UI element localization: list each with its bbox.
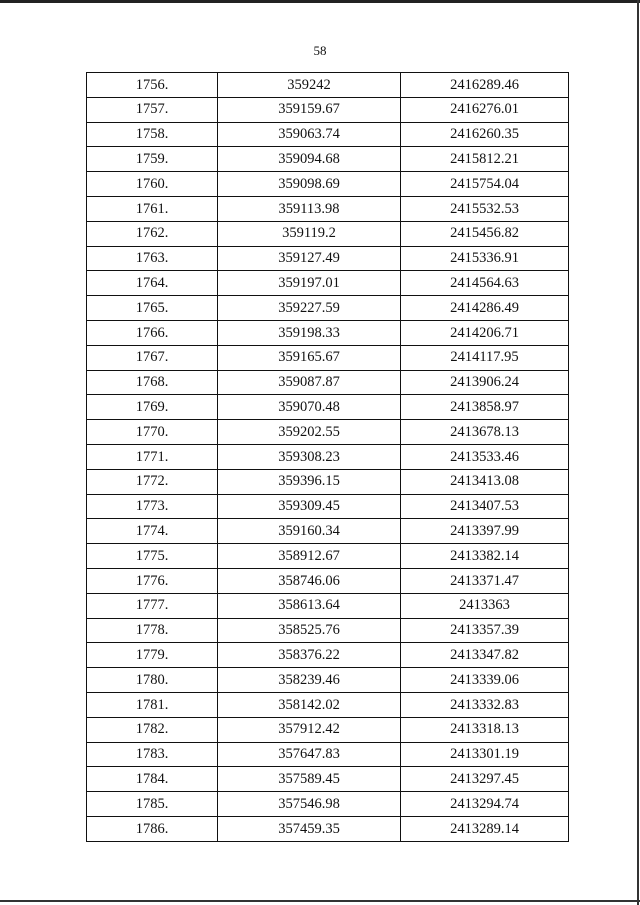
y-coordinate-cell: 2415336.91 xyxy=(401,246,569,271)
point-number-cell: 1765. xyxy=(87,296,218,321)
point-number-cell: 1756. xyxy=(87,73,218,98)
y-coordinate-cell: 2415456.82 xyxy=(401,221,569,246)
y-coordinate-cell: 2413858.97 xyxy=(401,395,569,420)
y-coordinate-cell: 2415754.04 xyxy=(401,172,569,197)
x-coordinate-cell: 359070.48 xyxy=(218,395,401,420)
x-coordinate-cell: 357546.98 xyxy=(218,792,401,817)
x-coordinate-cell: 359113.98 xyxy=(218,196,401,221)
table-row xyxy=(87,519,569,544)
point-number-cell: 1781. xyxy=(87,692,218,717)
x-coordinate-cell: 359087.87 xyxy=(218,370,401,395)
y-coordinate-cell: 2413382.14 xyxy=(401,544,569,569)
coordinates-table-body xyxy=(87,73,569,842)
x-coordinate-cell: 359119.2 xyxy=(218,221,401,246)
x-coordinate-cell: 359094.68 xyxy=(218,147,401,172)
table-row xyxy=(87,221,569,246)
table-row xyxy=(87,395,569,420)
x-coordinate-cell: 358613.64 xyxy=(218,593,401,618)
x-coordinate-cell: 359198.33 xyxy=(218,320,401,345)
point-number-cell: 1761. xyxy=(87,196,218,221)
table-row xyxy=(87,147,569,172)
table-row xyxy=(87,568,569,593)
y-coordinate-cell: 2413906.24 xyxy=(401,370,569,395)
table-row xyxy=(87,444,569,469)
point-number-cell: 1770. xyxy=(87,420,218,445)
x-coordinate-cell: 358376.22 xyxy=(218,643,401,668)
point-number-cell: 1763. xyxy=(87,246,218,271)
point-number-cell: 1762. xyxy=(87,221,218,246)
table-row xyxy=(87,767,569,792)
table-row xyxy=(87,122,569,147)
table-row xyxy=(87,97,569,122)
point-number-cell: 1772. xyxy=(87,469,218,494)
x-coordinate-cell: 359309.45 xyxy=(218,494,401,519)
y-coordinate-cell: 2416289.46 xyxy=(401,73,569,98)
top-border-rule xyxy=(0,0,640,3)
y-coordinate-cell: 2414117.95 xyxy=(401,345,569,370)
coordinates-table xyxy=(86,72,569,842)
point-number-cell: 1786. xyxy=(87,816,218,841)
x-coordinate-cell: 359159.67 xyxy=(218,97,401,122)
table-row xyxy=(87,742,569,767)
y-coordinate-cell: 2414206.71 xyxy=(401,320,569,345)
point-number-cell: 1785. xyxy=(87,792,218,817)
point-number-cell: 1757. xyxy=(87,97,218,122)
point-number-cell: 1780. xyxy=(87,668,218,693)
y-coordinate-cell: 2415812.21 xyxy=(401,147,569,172)
table-row xyxy=(87,643,569,668)
x-coordinate-cell: 358746.06 xyxy=(218,568,401,593)
x-coordinate-cell: 357459.35 xyxy=(218,816,401,841)
point-number-cell: 1773. xyxy=(87,494,218,519)
x-coordinate-cell: 359160.34 xyxy=(218,519,401,544)
y-coordinate-cell: 2413301.19 xyxy=(401,742,569,767)
point-number-cell: 1779. xyxy=(87,643,218,668)
y-coordinate-cell: 2413332.83 xyxy=(401,692,569,717)
x-coordinate-cell: 357647.83 xyxy=(218,742,401,767)
point-number-cell: 1758. xyxy=(87,122,218,147)
x-coordinate-cell: 359063.74 xyxy=(218,122,401,147)
x-coordinate-cell: 359396.15 xyxy=(218,469,401,494)
y-coordinate-cell: 2413533.46 xyxy=(401,444,569,469)
y-coordinate-cell: 2413297.45 xyxy=(401,767,569,792)
y-coordinate-cell: 2413678.13 xyxy=(401,420,569,445)
y-coordinate-cell: 2416260.35 xyxy=(401,122,569,147)
table-row xyxy=(87,296,569,321)
table-row xyxy=(87,494,569,519)
table-row xyxy=(87,717,569,742)
table-row xyxy=(87,816,569,841)
point-number-cell: 1767. xyxy=(87,345,218,370)
y-coordinate-cell: 2413413.08 xyxy=(401,469,569,494)
table-row xyxy=(87,320,569,345)
x-coordinate-cell: 359227.59 xyxy=(218,296,401,321)
y-coordinate-cell: 2413407.53 xyxy=(401,494,569,519)
y-coordinate-cell: 2413289.14 xyxy=(401,816,569,841)
right-border-rule xyxy=(637,0,639,905)
bottom-border-rule xyxy=(0,900,640,902)
x-coordinate-cell: 359098.69 xyxy=(218,172,401,197)
y-coordinate-cell: 2413363 xyxy=(401,593,569,618)
point-number-cell: 1768. xyxy=(87,370,218,395)
x-coordinate-cell: 357589.45 xyxy=(218,767,401,792)
table-row xyxy=(87,544,569,569)
table-row xyxy=(87,618,569,643)
x-coordinate-cell: 359308.23 xyxy=(218,444,401,469)
x-coordinate-cell: 358912.67 xyxy=(218,544,401,569)
table-row xyxy=(87,668,569,693)
y-coordinate-cell: 2413294.74 xyxy=(401,792,569,817)
table-row xyxy=(87,593,569,618)
point-number-cell: 1774. xyxy=(87,519,218,544)
point-number-cell: 1784. xyxy=(87,767,218,792)
y-coordinate-cell: 2413357.39 xyxy=(401,618,569,643)
y-coordinate-cell: 2413397.99 xyxy=(401,519,569,544)
point-number-cell: 1759. xyxy=(87,147,218,172)
x-coordinate-cell: 359242 xyxy=(218,73,401,98)
table-row xyxy=(87,420,569,445)
point-number-cell: 1764. xyxy=(87,271,218,296)
x-coordinate-cell: 358142.02 xyxy=(218,692,401,717)
y-coordinate-cell: 2413347.82 xyxy=(401,643,569,668)
x-coordinate-cell: 359127.49 xyxy=(218,246,401,271)
table-row xyxy=(87,73,569,98)
x-coordinate-cell: 358239.46 xyxy=(218,668,401,693)
table-row xyxy=(87,345,569,370)
table-row xyxy=(87,172,569,197)
table-row xyxy=(87,469,569,494)
y-coordinate-cell: 2415532.53 xyxy=(401,196,569,221)
point-number-cell: 1769. xyxy=(87,395,218,420)
x-coordinate-cell: 358525.76 xyxy=(218,618,401,643)
table-row xyxy=(87,692,569,717)
table-row xyxy=(87,196,569,221)
point-number-cell: 1782. xyxy=(87,717,218,742)
table-row xyxy=(87,271,569,296)
point-number-cell: 1771. xyxy=(87,444,218,469)
y-coordinate-cell: 2413371.47 xyxy=(401,568,569,593)
point-number-cell: 1766. xyxy=(87,320,218,345)
point-number-cell: 1778. xyxy=(87,618,218,643)
y-coordinate-cell: 2413318.13 xyxy=(401,717,569,742)
page-number: 58 xyxy=(313,43,327,58)
point-number-cell: 1777. xyxy=(87,593,218,618)
x-coordinate-cell: 359202.55 xyxy=(218,420,401,445)
y-coordinate-cell: 2416276.01 xyxy=(401,97,569,122)
y-coordinate-cell: 2414286.49 xyxy=(401,296,569,321)
table-row xyxy=(87,370,569,395)
y-coordinate-cell: 2414564.63 xyxy=(401,271,569,296)
x-coordinate-cell: 359197.01 xyxy=(218,271,401,296)
x-coordinate-cell: 357912.42 xyxy=(218,717,401,742)
y-coordinate-cell: 2413339.06 xyxy=(401,668,569,693)
point-number-cell: 1760. xyxy=(87,172,218,197)
point-number-cell: 1783. xyxy=(87,742,218,767)
table-row xyxy=(87,792,569,817)
point-number-cell: 1775. xyxy=(87,544,218,569)
table-row xyxy=(87,246,569,271)
point-number-cell: 1776. xyxy=(87,568,218,593)
x-coordinate-cell: 359165.67 xyxy=(218,345,401,370)
